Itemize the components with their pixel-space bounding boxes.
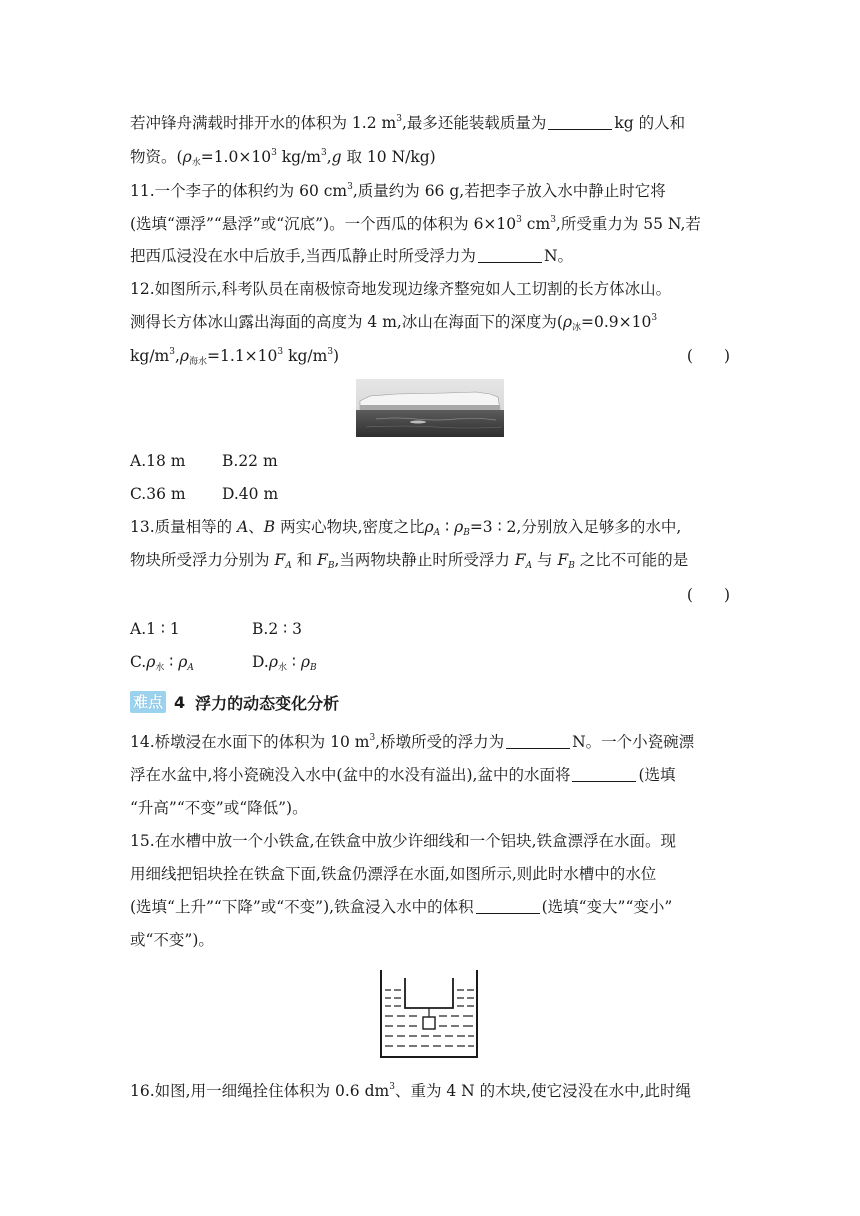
q15-line-2: 用细线把铝块拴在铁盒下面,铁盒仍漂浮在水面,如图所示,则此时水槽中的水位 [130, 865, 657, 883]
q11-line-2: (选填“漂浮”“悬浮”或“沉底”)。一个西瓜的体积为 $6\times 10^3$ $cm^3$,所受重力为 55 N,若 [130, 215, 701, 233]
option-d[interactable]: $D.\rho_水$ ∶ $\rho_B$ [252, 653, 317, 673]
q15-line-3: (选填“上升”“下降”或“不变”),铁盒浸入水中的体积 (选填“变大”“变小” [130, 898, 673, 916]
answer-bracket[interactable]: ( ) [686, 586, 730, 604]
q16-line-1: 16.如图,用一细绳拴住体积为 0.6 $dm^3$、重为 4 N 的木块,使它浸没在水中,此时绳 [130, 1082, 691, 1100]
q14-line-3: “升高”“不变”或“降低”)。 [130, 799, 308, 817]
answer-blank[interactable] [478, 247, 542, 263]
q12-line-1: 12.如图所示,科考队员在南极惊奇地发现边缘齐整宛如人工切割的长方体冰山。 [130, 280, 672, 298]
option-c[interactable]: C.36 m [130, 485, 186, 503]
q13-line-2: 物块所受浮力分别为 $F_A$ 和 $F_B$,当两物块静止时所受浮力 $F_A$ 与 $F_B$ 之比不可能的是 [130, 551, 689, 571]
q11-line-3: 把西瓜浸没在水中后放手,当西瓜静止时所受浮力为 N。 [130, 247, 574, 265]
q12-line-2: 测得长方体冰山露出海面的高度为 4 m,冰山在海面下的深度为($\rho_冰=0.9\times 10^3$ [130, 313, 658, 333]
q13-line-1: 13.质量相等的 A、B 两实心物块,密度之比$\rho_A$ ∶ $\rho_B=3$ ∶ 2,分别放入足够多的水中, [130, 518, 682, 538]
q11-line-1: 11.一个李子的体积约为 60 $cm^3$,质量约为 66 g,若把李子放入水中静止时它将 [130, 182, 666, 200]
option-a[interactable]: A.1 ∶ 1 [130, 620, 180, 638]
q15-line-1: 15.在水槽中放一个小铁盒,在铁盒中放少许细线和一个铝块,铁盒漂浮在水面。现 [130, 832, 677, 850]
q10-line-1: 若冲锋舟满载时排开水的体积为 1.2 $m^3$,最多还能装载质量为 kg 的人和 [130, 114, 686, 132]
answer-blank[interactable] [476, 898, 540, 914]
option-c[interactable]: $C.\rho_水$ ∶ $\rho_A$ [130, 653, 194, 673]
q14-line-1: 14.桥墩浸在水面下的体积为 10 $m^3$,桥墩所受的浮力为 N。一个小瓷碗漂 [130, 733, 695, 751]
iceberg-photo [356, 379, 504, 437]
q14-line-2: 浮在水盆中,将小瓷碗没入水中(盆中的水没有溢出),盆中的水面将 (选填 [130, 766, 676, 784]
q12-line-3: $kg/m^3,\rho_{海水}=1.1\times 10^3$ $kg/m^3$) [130, 347, 340, 367]
option-b[interactable]: B.22 m [222, 452, 278, 470]
option-d[interactable]: D.40 m [222, 485, 279, 503]
water-tank-diagram [377, 968, 481, 1060]
answer-blank[interactable] [548, 114, 612, 130]
option-a[interactable]: A.18 m [130, 452, 186, 470]
difficulty-badge: 难点 [130, 691, 166, 713]
q15-line-4: 或“不变”)。 [130, 931, 214, 949]
option-b[interactable]: B.2 ∶ 3 [252, 620, 302, 638]
section-title: 浮力的动态变化分析 [195, 693, 340, 713]
answer-blank[interactable] [572, 766, 636, 782]
q10-line-2: 物资。($\rho_水=1.0\times 10^3$ $kg/m^3,g$ 取 10 N/kg) [130, 148, 436, 168]
section-number: 4 [174, 692, 186, 712]
answer-blank[interactable] [506, 733, 570, 749]
section-heading [130, 690, 339, 714]
answer-bracket[interactable]: ( ) [686, 347, 730, 365]
